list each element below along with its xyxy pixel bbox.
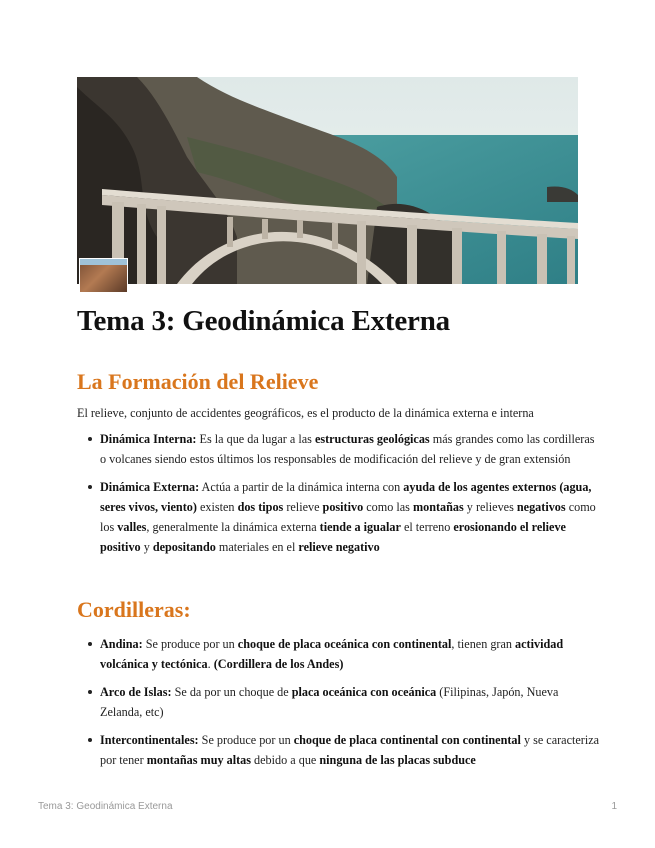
text: Actúa a partir de la dinámica interna con	[199, 480, 404, 494]
bold-text: choque de placa continental con continental	[293, 733, 521, 747]
bold-text: erosionando el relieve positivo	[100, 520, 566, 554]
list-item	[100, 730, 600, 770]
bold-text: Andina:	[100, 637, 143, 651]
bold-text: montañas	[412, 500, 464, 514]
text: Es la que da lugar a las	[196, 432, 315, 446]
text: materiales en el	[215, 540, 299, 554]
text: Se produce por un	[142, 637, 238, 651]
list-item	[100, 477, 600, 557]
text: , generalmente la dinámica externa	[146, 520, 320, 534]
bold-text: negativos	[516, 500, 566, 514]
text: y se caracteriza por tener	[100, 733, 600, 767]
bold-text: (Cordillera de los Andes)	[213, 657, 344, 671]
cordilleras-list	[77, 634, 600, 778]
text: Se produce por un	[198, 733, 294, 747]
text: el terreno	[400, 520, 454, 534]
bold-text: placa oceánica con oceánica	[291, 685, 437, 699]
bold-text: depositando	[152, 540, 216, 554]
bold-text: valles	[117, 520, 147, 534]
page-title: Tema 3: Geodinámica Externa	[77, 305, 450, 337]
text: Se da por un choque de	[171, 685, 292, 699]
text: debido a que	[251, 753, 320, 767]
thumbnail-image	[79, 258, 128, 293]
text: (Filipinas, Japón, Nueva Zelanda, etc)	[100, 685, 559, 719]
bold-text: tiende a igualar	[319, 520, 401, 534]
list-item	[100, 682, 600, 722]
list-item	[100, 429, 600, 469]
page-number: 1	[611, 801, 617, 812]
bold-text: actividad volcánica y tectónica	[100, 637, 564, 671]
bold-text: ninguna de las placas subduce	[319, 753, 476, 767]
bold-text: Intercontinentales:	[100, 733, 199, 747]
bold-text: choque de placa oceánica con continental	[237, 637, 452, 651]
text: existen	[196, 500, 238, 514]
text: relieve	[283, 500, 323, 514]
bold-text: Dinámica Externa:	[100, 480, 200, 494]
bold-text: positivo	[322, 500, 364, 514]
bold-text: relieve negativo	[298, 540, 380, 554]
text: , tienen gran	[451, 637, 516, 651]
bold-text: Dinámica Interna:	[100, 432, 197, 446]
text: más grandes como las cordilleras o volcanes siendo estos últimos los responsables de modificación del relieve y de gran extensión	[100, 432, 595, 466]
text: y	[140, 540, 153, 554]
relieve-list	[77, 429, 600, 565]
cover-image	[77, 77, 578, 284]
list-item	[100, 634, 600, 674]
footer-title: Tema 3: Geodinámica Externa	[38, 801, 173, 812]
bold-text: ayuda de los agentes externos (agua, seres vivos, viento)	[100, 480, 592, 514]
text: .	[207, 657, 214, 671]
section-heading-relieve: La Formación del Relieve	[77, 369, 319, 394]
coastal-bridge-photo	[77, 77, 578, 284]
bold-text: dos tipos	[237, 500, 284, 514]
bold-text: montañas muy altas	[146, 753, 251, 767]
bold-text: Arco de Islas:	[100, 685, 172, 699]
section-intro: El relieve, conjunto de accidentes geográficos, es el producto de la dinámica externa e interna	[77, 406, 534, 420]
bold-text: estructuras geológicas	[314, 432, 430, 446]
text: como las	[363, 500, 413, 514]
text: y relieves	[463, 500, 517, 514]
text: como los	[100, 500, 596, 534]
section-heading-cordilleras: Cordilleras:	[77, 597, 191, 622]
